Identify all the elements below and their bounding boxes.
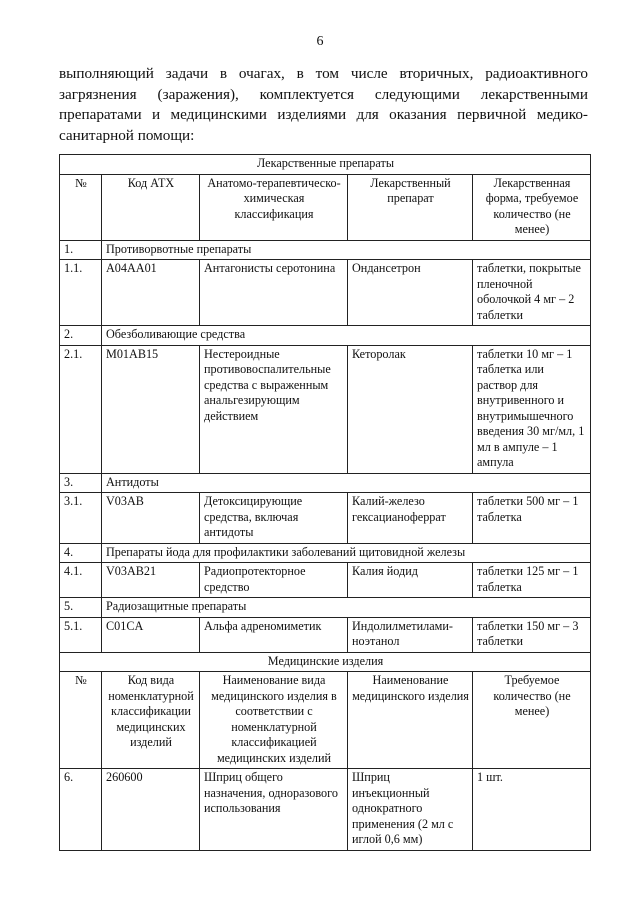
dosage-form: таблетки 150 мг – 3 таблетки bbox=[473, 617, 591, 652]
group-row bbox=[60, 543, 591, 563]
devices-section-title-row bbox=[60, 652, 591, 672]
col-form-header: Лекарственная форма, требуемое количество (не менее) bbox=[473, 174, 591, 240]
dosage-form: таблетки 500 мг – 1 таблетка bbox=[473, 493, 591, 544]
table-row bbox=[60, 563, 591, 598]
drugs-section-title: Лекарственные препараты bbox=[60, 155, 591, 175]
drugs-header-row bbox=[60, 174, 591, 240]
atc-code: A04AA01 bbox=[102, 260, 200, 326]
col-form-header: Требуемое количество (не менее) bbox=[473, 672, 591, 769]
drug-name: Ондансетрон bbox=[348, 260, 473, 326]
drug-name: Индолилметилами-ноэтанол bbox=[348, 617, 473, 652]
dosage-form: таблетки 10 мг – 1 таблетка или раствор для внутривенного и внутримышечного введения 30 мг/мл, 1 мл в ампуле – 1 ампула bbox=[473, 345, 591, 473]
device-code: 260600 bbox=[102, 769, 200, 851]
group-number: 1. bbox=[60, 240, 102, 260]
group-row bbox=[60, 598, 591, 618]
drugs-section-title-row bbox=[60, 155, 591, 175]
table-row bbox=[60, 769, 591, 851]
atc-classification: Детоксицирующие средства, включая антидоты bbox=[200, 493, 348, 544]
atc-code: V03AB21 bbox=[102, 563, 200, 598]
item-number: 5.1. bbox=[60, 617, 102, 652]
devices-header-row bbox=[60, 672, 591, 769]
col-code-header: Код вида номенклатурной классификации медицинских изделий bbox=[102, 672, 200, 769]
table-row bbox=[60, 617, 591, 652]
intro-paragraph: выполняющий задачи в очагах, в том числе вторичных, радиоактивного загрязнения (заражения), комплектуется следующими лекарственными препаратами и медицинскими изделиями для оказания первичной медико-санитарной помощи: bbox=[59, 65, 588, 144]
group-name: Радиозащитные препараты bbox=[102, 598, 591, 618]
col-name-header: Наименование медицинского изделия bbox=[348, 672, 473, 769]
device-kind: Шприц общего назначения, одноразового использования bbox=[200, 769, 348, 851]
atc-classification: Антагонисты серотонина bbox=[200, 260, 348, 326]
atc-classification: Альфа адреномиметик bbox=[200, 617, 348, 652]
atc-classification: Радиопротекторное средство bbox=[200, 563, 348, 598]
group-number: 5. bbox=[60, 598, 102, 618]
dosage-form: таблетки, покрытые пленочной оболочкой 4 мг – 2 таблетки bbox=[473, 260, 591, 326]
col-num-header: № bbox=[60, 672, 102, 769]
group-name: Антидоты bbox=[102, 473, 591, 493]
group-number: 4. bbox=[60, 543, 102, 563]
item-number: 4.1. bbox=[60, 563, 102, 598]
group-number: 2. bbox=[60, 326, 102, 346]
atc-code: C01CA bbox=[102, 617, 200, 652]
group-row bbox=[60, 240, 591, 260]
supplies-table bbox=[59, 154, 591, 851]
drug-name: Кеторолак bbox=[348, 345, 473, 473]
col-code-header: Код АТХ bbox=[102, 174, 200, 240]
item-number: 6. bbox=[60, 769, 102, 851]
group-row bbox=[60, 326, 591, 346]
dosage-form: таблетки 125 мг – 1 таблетка bbox=[473, 563, 591, 598]
item-number: 2.1. bbox=[60, 345, 102, 473]
col-classification-header: Анатомо-терапевтическо-химическая классификация bbox=[200, 174, 348, 240]
devices-section-title: Медицинские изделия bbox=[60, 652, 591, 672]
drug-name: Калия йодид bbox=[348, 563, 473, 598]
device-name: Шприц инъекционный однократного применения (2 мл с иглой 0,6 мм) bbox=[348, 769, 473, 851]
group-name: Обезболивающие средства bbox=[102, 326, 591, 346]
group-row bbox=[60, 473, 591, 493]
table-row bbox=[60, 260, 591, 326]
device-quantity: 1 шт. bbox=[473, 769, 591, 851]
table-row bbox=[60, 493, 591, 544]
col-classification-header: Наименование вида медицинского изделия в соответствии с номенклатурной классификацией медицинских изделий bbox=[200, 672, 348, 769]
page-number: 6 bbox=[316, 34, 324, 49]
item-number: 1.1. bbox=[60, 260, 102, 326]
atc-code: M01AB15 bbox=[102, 345, 200, 473]
col-name-header: Лекарственный препарат bbox=[348, 174, 473, 240]
col-num-header: № bbox=[60, 174, 102, 240]
group-number: 3. bbox=[60, 473, 102, 493]
group-name: Препараты йода для профилактики заболеваний щитовидной железы bbox=[102, 543, 591, 563]
item-number: 3.1. bbox=[60, 493, 102, 544]
atc-code: V03AB bbox=[102, 493, 200, 544]
drug-name: Калий-железо гексацианоферрат bbox=[348, 493, 473, 544]
supplies-table-body bbox=[60, 155, 591, 851]
atc-classification: Нестероидные противовоспалительные средства с выраженным анальгезирующим действием bbox=[200, 345, 348, 473]
group-name: Противорвотные препараты bbox=[102, 240, 591, 260]
table-row bbox=[60, 345, 591, 473]
